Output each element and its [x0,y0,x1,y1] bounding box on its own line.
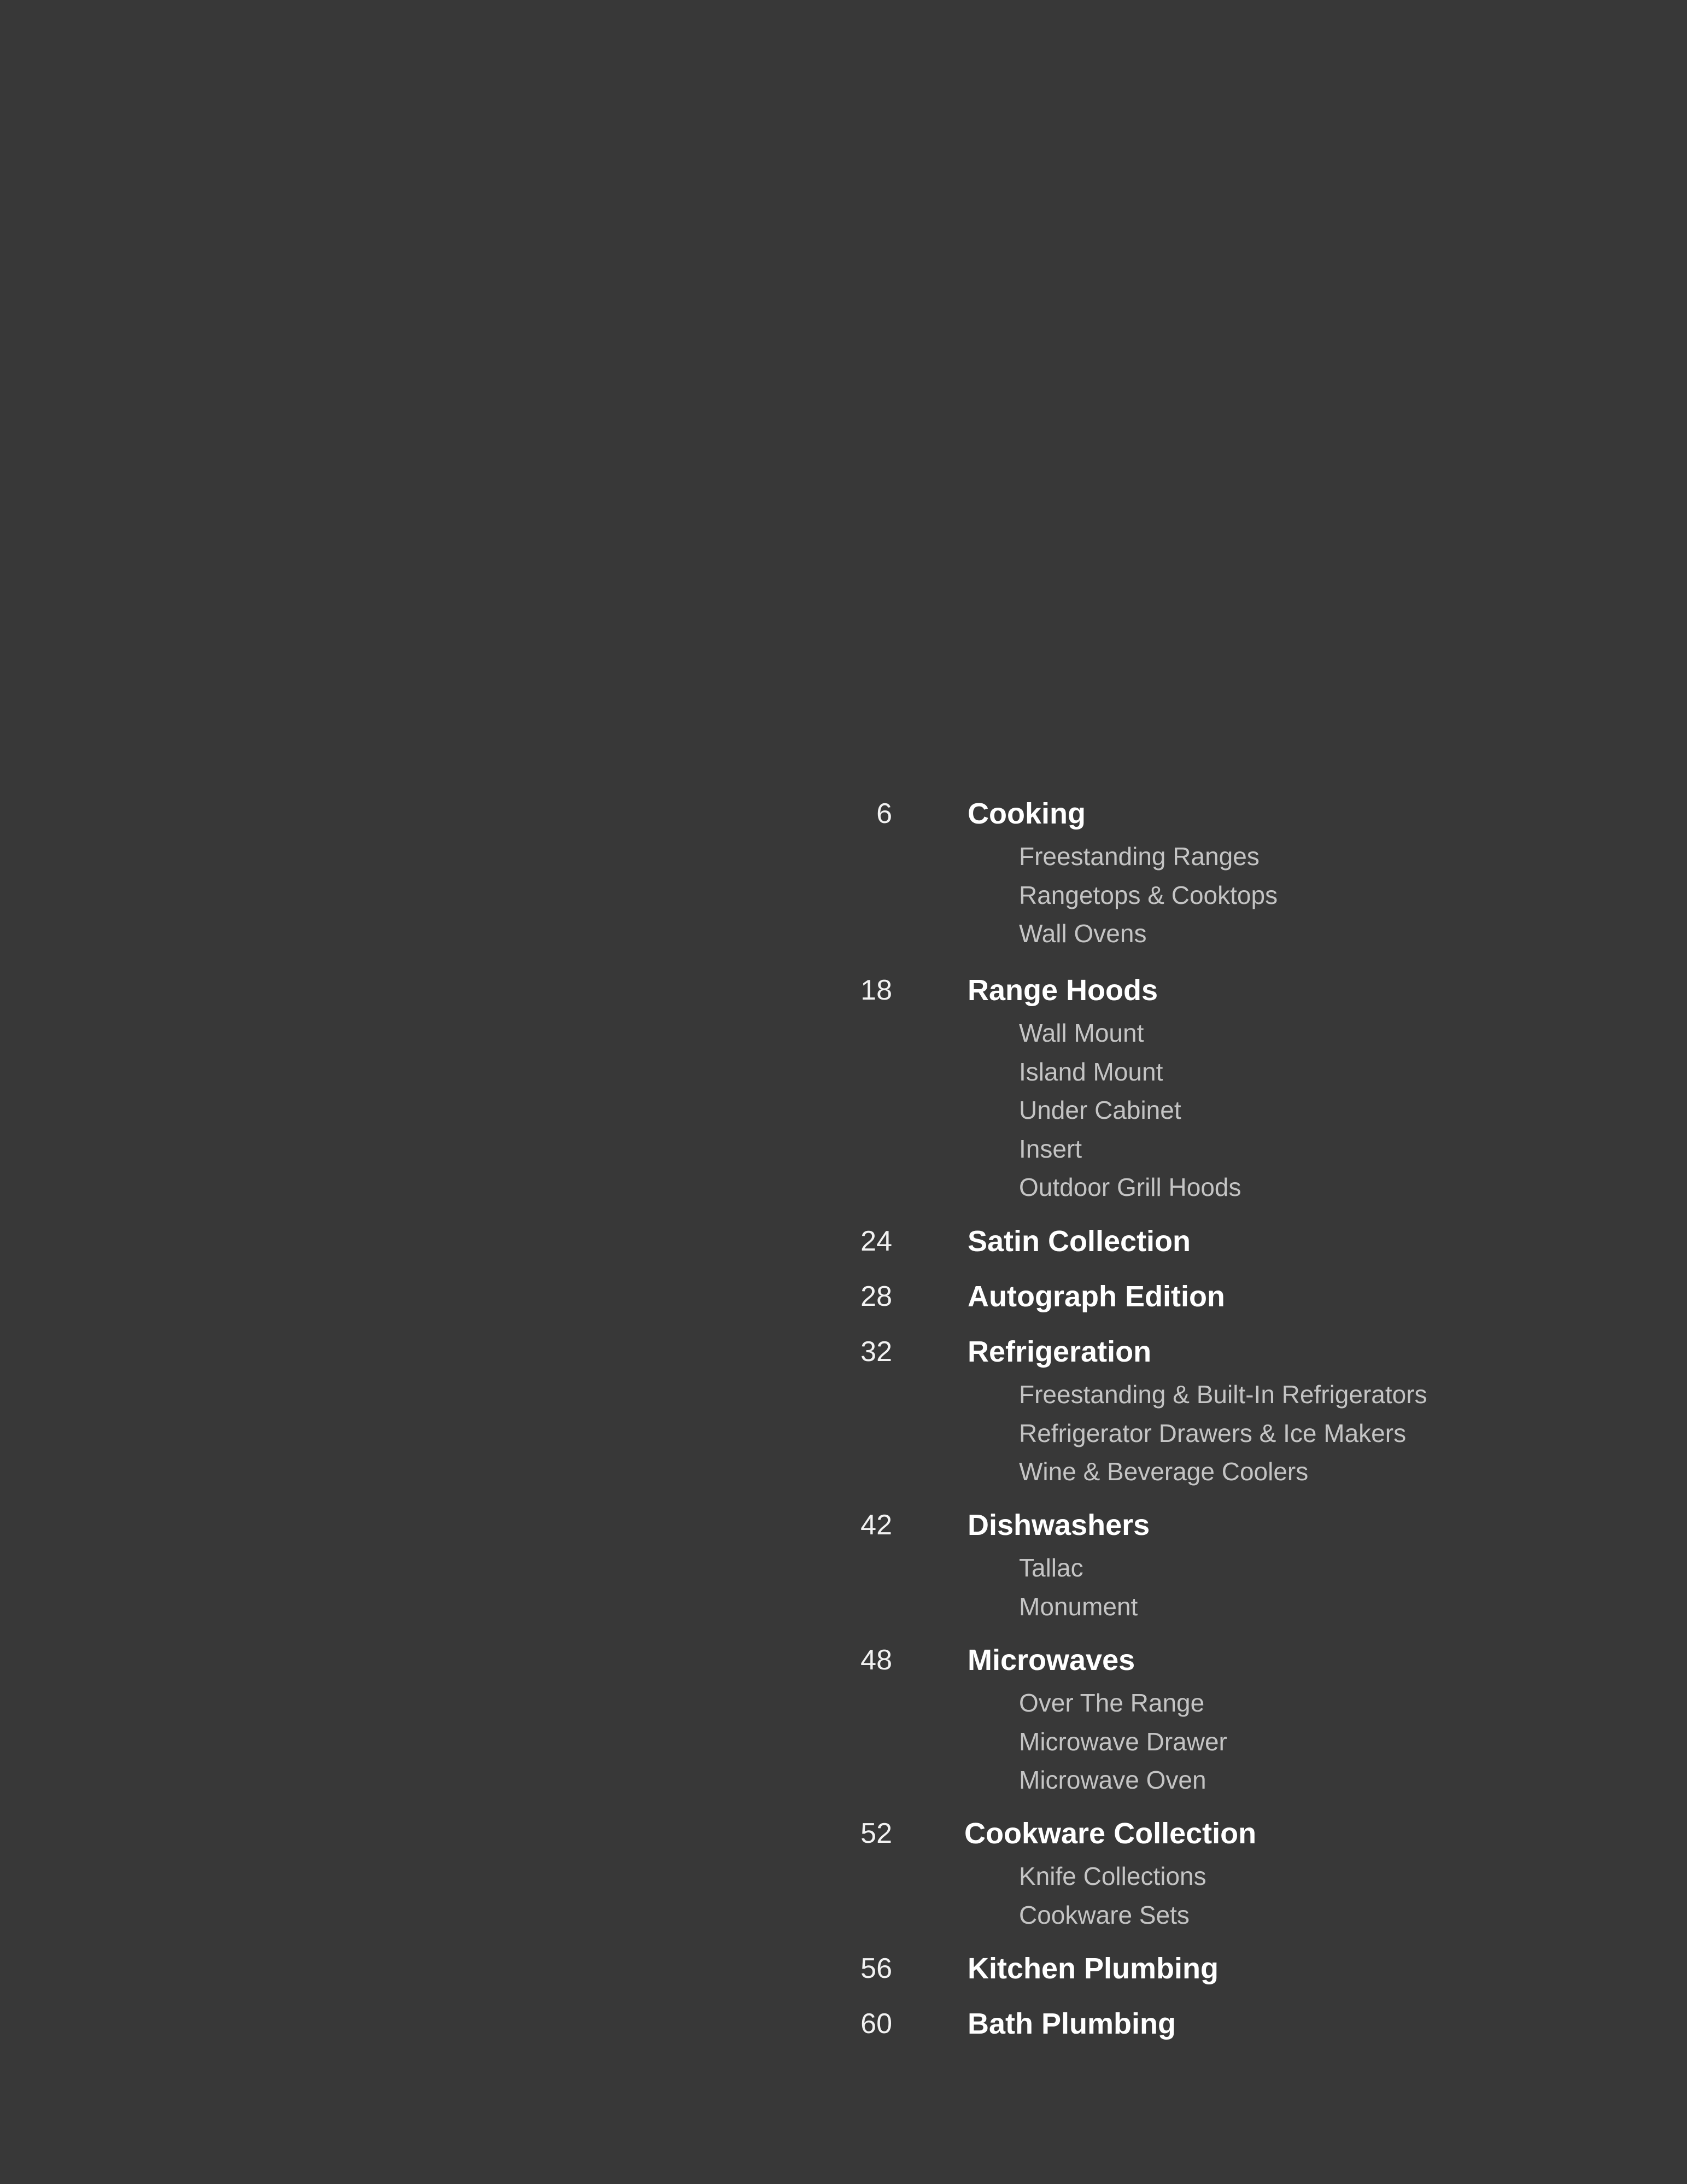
toc-page-number: 32 [860,1336,892,1368]
toc-section-title[interactable]: Autograph Edition [968,1280,1225,1313]
toc-subitem[interactable]: Over The Range [1019,1689,1205,1717]
toc-subitem[interactable]: Wall Ovens [1019,919,1147,948]
toc-subitem-list [1019,1684,1227,1800]
toc-section-title[interactable]: Bath Plumbing [968,2007,1176,2040]
toc-page-number: 56 [860,1953,892,1984]
toc-page-number: 60 [860,2008,892,2040]
toc-subitem-list [1019,1857,1206,1934]
toc-subitem[interactable]: Island Mount [1019,1057,1163,1086]
toc-section-title[interactable]: Satin Collection [968,1225,1191,1258]
toc-page-number: 52 [860,1818,892,1849]
toc-subitem-list [1019,1549,1138,1626]
toc-subitem-list [1019,1375,1427,1491]
toc-page-number: 24 [860,1225,892,1257]
toc-subitem[interactable]: Insert [1019,1134,1082,1163]
toc-subitem[interactable]: Monument [1019,1592,1138,1621]
toc-section-title[interactable]: Cooking [968,797,1086,830]
toc-subitem[interactable]: Outdoor Grill Hoods [1019,1173,1241,1201]
toc-section-title[interactable]: Dishwashers [968,1509,1150,1541]
toc-page-number: 6 [876,798,892,830]
toc-subitem[interactable]: Microwave Drawer [1019,1727,1227,1756]
toc-subitem[interactable]: Wall Mount [1019,1019,1144,1047]
toc-subitem[interactable]: Rangetops & Cooktops [1019,880,1278,909]
toc-page-number: 48 [860,1644,892,1676]
toc-subitem-list [1019,837,1278,953]
toc-section-title[interactable]: Range Hoods [968,974,1158,1007]
toc-section-title[interactable]: Microwaves [968,1644,1135,1677]
toc-subitem[interactable]: Refrigerator Drawers & Ice Makers [1019,1418,1407,1447]
toc-subitem[interactable]: Cookware Sets [1019,1900,1190,1929]
toc-subitem[interactable]: Tallac [1019,1554,1083,1582]
toc-subitem[interactable]: Freestanding & Built-In Refrigerators [1019,1380,1427,1409]
toc-subitem[interactable]: Microwave Oven [1019,1766,1206,1794]
toc-section-title[interactable]: Refrigeration [968,1335,1152,1368]
toc-subitem[interactable]: Wine & Beverage Coolers [1019,1457,1309,1486]
toc-subitem-list [1019,1014,1241,1207]
toc-section-title[interactable]: Cookware Collection [964,1817,1257,1850]
toc-page-number: 28 [860,1281,892,1312]
toc-subitem[interactable]: Under Cabinet [1019,1096,1181,1124]
toc-page-number: 18 [860,974,892,1006]
toc-subitem[interactable]: Knife Collections [1019,1862,1206,1890]
toc-section-title[interactable]: Kitchen Plumbing [968,1952,1219,1985]
toc-subitem[interactable]: Freestanding Ranges [1019,842,1260,871]
toc-page-number: 42 [860,1509,892,1541]
